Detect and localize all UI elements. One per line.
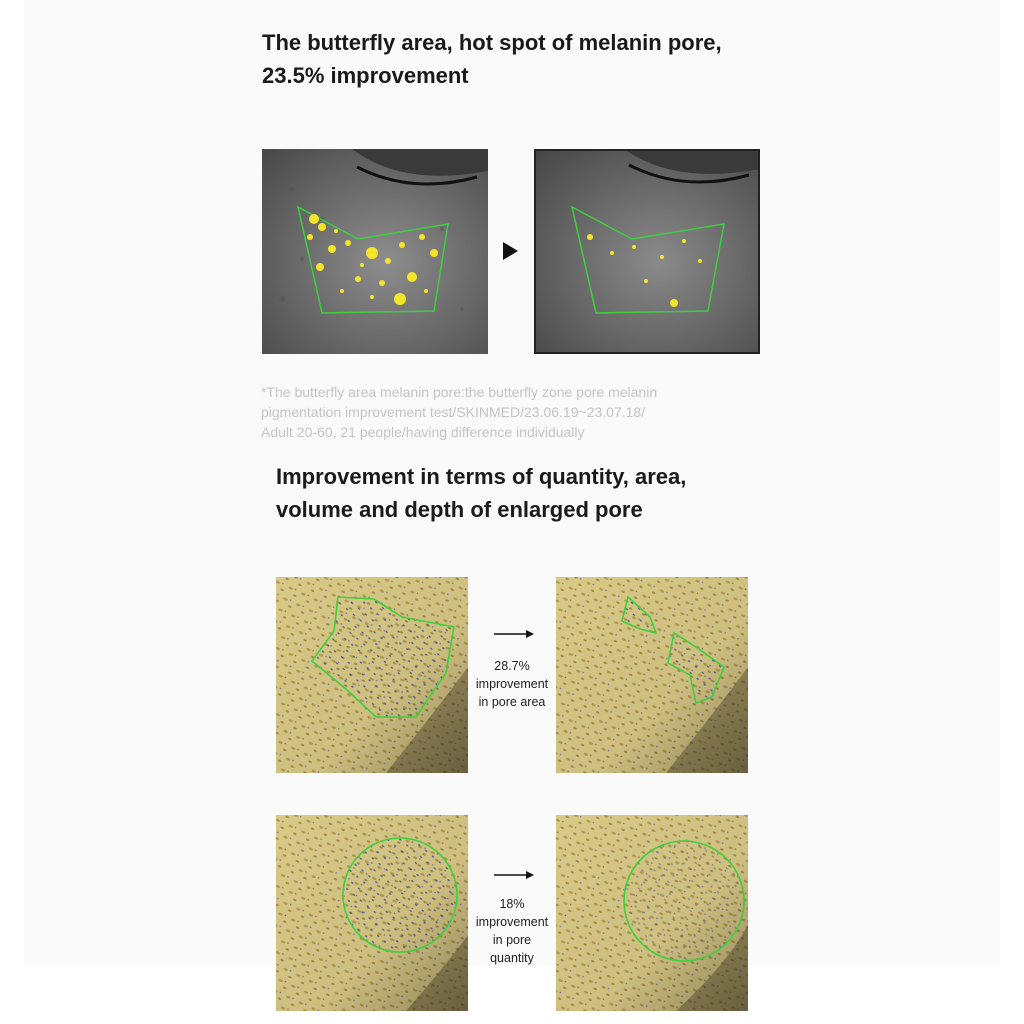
pore-quantity-caption-line3: in pore — [492, 933, 532, 947]
play-arrow-icon — [503, 242, 518, 260]
pore-quantity-value: 18% — [499, 897, 525, 911]
test-footnote — [261, 382, 821, 442]
arrow-right-icon — [494, 869, 534, 881]
pore-area-after-image — [556, 577, 748, 773]
pore-quantity-before-image — [276, 815, 468, 1011]
melanin-before-image — [262, 149, 488, 354]
pore-area-before-image — [276, 577, 468, 773]
section1-title — [262, 26, 722, 92]
pore-area-value: 28.7% — [494, 659, 530, 673]
pore-quantity-caption-line4: quantity — [490, 951, 534, 965]
pore-quantity-after-image — [556, 815, 748, 1011]
arrow-right-icon — [494, 628, 534, 640]
section1-title-line2: 23.5% improvement — [262, 63, 469, 88]
footnote-line2: pigmentation improvement test/SKINMED/23.06.19~23.07.18/ — [261, 404, 646, 420]
pore-quantity-caption — [464, 895, 560, 967]
melanin-after-image — [534, 149, 760, 354]
section2-title-line1: Improvement in terms of quantity, area, — [276, 464, 687, 489]
footnote-line3: Adult 20-60, 21 people/having difference individually — [261, 424, 585, 440]
footnote-line1: *The butterfly area melanin pore:the butterfly zone pore melanin — [261, 384, 658, 400]
pore-area-caption-line2: improvement — [475, 677, 549, 691]
section2-title — [276, 460, 686, 526]
pore-area-caption-line3: in pore area — [478, 695, 546, 709]
section1-title-line1: The butterfly area, hot spot of melanin pore, — [262, 30, 722, 55]
section2-title-line2: volume and depth of enlarged pore — [276, 497, 643, 522]
pore-quantity-caption-line2: improvement — [475, 915, 549, 929]
pore-area-caption — [464, 657, 560, 711]
